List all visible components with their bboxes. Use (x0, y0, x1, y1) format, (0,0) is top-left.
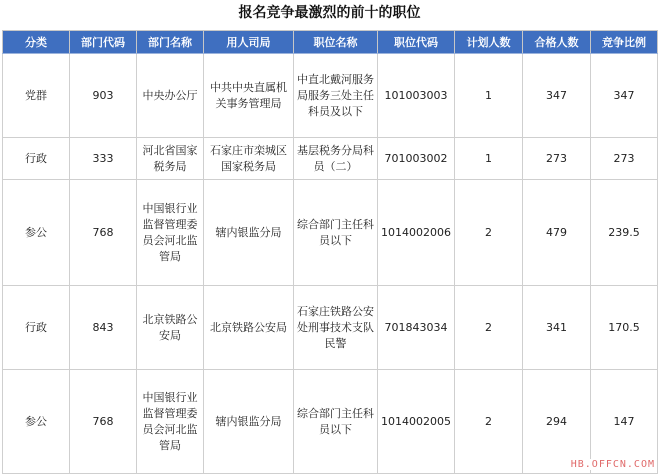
column-header: 部门名称 (137, 31, 204, 54)
table-row (3, 370, 658, 474)
table-cell: 综合部门主任科员以下 (294, 370, 378, 474)
table-cell: 701843034 (378, 286, 455, 370)
table-cell: 中央办公厅 (137, 54, 204, 138)
table-cell: 273 (591, 138, 658, 180)
table-cell: 中共中央直属机关事务管理局 (204, 54, 294, 138)
table-cell: 1014002005 (378, 370, 455, 474)
table-cell: 参公 (3, 370, 70, 474)
table-cell: 147 (591, 370, 658, 474)
column-header: 分类 (3, 31, 70, 54)
table-cell: 石家庄市栾城区国家税务局 (204, 138, 294, 180)
column-header: 计划人数 (455, 31, 523, 54)
table-cell: 170.5 (591, 286, 658, 370)
header-row (3, 31, 658, 54)
table-row (3, 138, 658, 180)
table-cell: 333 (70, 138, 137, 180)
table-cell: 2 (455, 180, 523, 286)
site-watermark: HB.OFFCN.COM (570, 459, 655, 470)
table-cell: 河北省国家税务局 (137, 138, 204, 180)
table-cell: 行政 (3, 286, 70, 370)
table-cell: 273 (523, 138, 591, 180)
table-cell: 294 (523, 370, 591, 474)
table-cell: 综合部门主任科员以下 (294, 180, 378, 286)
positions-table (2, 30, 658, 474)
table-row (3, 54, 658, 138)
table-cell: 石家庄铁路公安处刑事技术支队民警 (294, 286, 378, 370)
column-header: 职位名称 (294, 31, 378, 54)
table-cell: 903 (70, 54, 137, 138)
table-cell: 1 (455, 138, 523, 180)
table-cell: 中国银行业监督管理委员会河北监管局 (137, 370, 204, 474)
table-cell: 1014002006 (378, 180, 455, 286)
table-cell: 101003003 (378, 54, 455, 138)
table-cell: 2 (455, 370, 523, 474)
table-cell: 341 (523, 286, 591, 370)
page-title: 报名竞争最激烈的前十的职位 (238, 5, 421, 21)
table-cell: 北京铁路公安局 (137, 286, 204, 370)
table-cell: 347 (523, 54, 591, 138)
table-cell: 行政 (3, 138, 70, 180)
column-header: 部门代码 (70, 31, 137, 54)
table-cell: 党群 (3, 54, 70, 138)
table-cell: 768 (70, 370, 137, 474)
table-cell: 参公 (3, 180, 70, 286)
table-cell: 843 (70, 286, 137, 370)
column-header: 职位代码 (378, 31, 455, 54)
column-header: 用人司局 (204, 31, 294, 54)
column-header: 合格人数 (523, 31, 591, 54)
table-cell: 239.5 (591, 180, 658, 286)
table-cell: 辖内银监分局 (204, 180, 294, 286)
table-row (3, 286, 658, 370)
table-cell: 701003002 (378, 138, 455, 180)
table-cell: 768 (70, 180, 137, 286)
table-cell: 基层税务分局科员（二） (294, 138, 378, 180)
table-cell: 辖内银监分局 (204, 370, 294, 474)
column-header: 竞争比例 (591, 31, 658, 54)
table-row (3, 180, 658, 286)
table-cell: 1 (455, 54, 523, 138)
table-cell: 479 (523, 180, 591, 286)
table-cell: 2 (455, 286, 523, 370)
table-cell: 中国银行业监督管理委员会河北监管局 (137, 180, 204, 286)
table-cell: 347 (591, 54, 658, 138)
table-cell: 北京铁路公安局 (204, 286, 294, 370)
table-cell: 中直北戴河服务局服务三处主任科员及以下 (294, 54, 378, 138)
